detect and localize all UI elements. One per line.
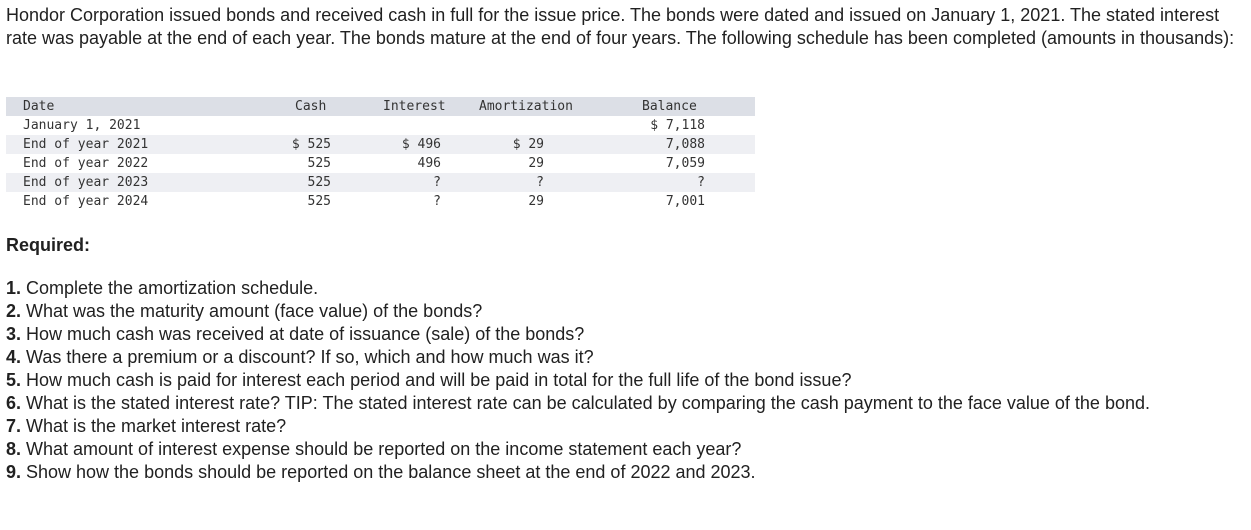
question-item [6, 369, 1241, 392]
question-text: What amount of interest expense should be reported on the income statement each year? [26, 439, 742, 459]
schedule-row [6, 173, 755, 192]
row-amortization: 29 [528, 156, 544, 171]
header-date: Date [23, 99, 55, 114]
question-text: What is the market interest rate? [26, 416, 287, 436]
schedule-row [6, 192, 755, 211]
row-date: End of year 2022 [23, 156, 149, 171]
row-balance: 7,059 [665, 156, 705, 171]
amortization-schedule [6, 97, 755, 211]
row-balance: 7,001 [665, 194, 705, 209]
header-interest: Interest [383, 99, 446, 114]
row-interest: 496 [417, 156, 441, 171]
schedule-header-row [6, 97, 755, 116]
question-list [6, 277, 1241, 484]
row-interest: ? [433, 194, 441, 209]
question-item [6, 415, 1241, 438]
schedule-row [6, 154, 755, 173]
question-item [6, 323, 1241, 346]
row-cash: 525 [307, 194, 331, 209]
question-item [6, 392, 1241, 415]
question-item [6, 461, 1241, 484]
question-item [6, 300, 1241, 323]
row-balance: $ 7,118 [650, 118, 705, 133]
question-text: Show how the bonds should be reported on the balance sheet at the end of 2022 and 2023. [26, 462, 756, 482]
question-number: 7. [6, 416, 22, 436]
question-number: 8. [6, 439, 22, 459]
row-interest: $ 496 [401, 137, 441, 152]
row-date: End of year 2024 [23, 194, 149, 209]
question-item [6, 277, 1241, 300]
question-number: 5. [6, 370, 22, 390]
row-cash: $ 525 [291, 137, 331, 152]
row-cash: 525 [307, 175, 331, 190]
question-number: 4. [6, 347, 22, 367]
required-heading: Required: [6, 235, 91, 255]
row-balance: ? [697, 175, 705, 190]
question-number: 2. [6, 301, 22, 321]
question-text: How much cash is paid for interest each period and will be paid in total for the full life of the bond issue? [26, 370, 852, 390]
question-text: Complete the amortization schedule. [26, 278, 319, 298]
header-cash: Cash [295, 99, 327, 114]
question-text: What was the maturity amount (face value) of the bonds? [26, 301, 483, 321]
question-number: 3. [6, 324, 22, 344]
row-balance: 7,088 [665, 137, 705, 152]
header-amortization: Amortization [479, 99, 573, 114]
question-number: 6. [6, 393, 22, 413]
problem-intro: Hondor Corporation issued bonds and received cash in full for the issue price. The bonds were dated and issued on January 1, 2021. The stated interest rate was payable at the end of each year. The bonds mature at the end of four years. The following schedule has been completed (amounts in thousands): [6, 5, 1235, 48]
question-text: How much cash was received at date of issuance (sale) of the bonds? [26, 324, 585, 344]
question-number: 9. [6, 462, 22, 482]
row-amortization: 29 [528, 194, 544, 209]
question-item [6, 346, 1241, 369]
row-amortization: $ 29 [512, 137, 544, 152]
schedule-row [6, 116, 755, 135]
question-number: 1. [6, 278, 22, 298]
row-date: End of year 2023 [23, 175, 149, 190]
row-amortization: ? [536, 175, 544, 190]
schedule-row [6, 135, 755, 154]
question-item [6, 438, 1241, 461]
row-date: End of year 2021 [23, 137, 149, 152]
question-text: What is the stated interest rate? TIP: The stated interest rate can be calculated by comparing the cash payment to the face value of the bond. [26, 393, 1150, 413]
header-balance: Balance [642, 99, 697, 114]
row-cash: 525 [307, 156, 331, 171]
question-text: Was there a premium or a discount? If so, which and how much was it? [26, 347, 594, 367]
row-date: January 1, 2021 [23, 118, 141, 133]
row-interest: ? [433, 175, 441, 190]
